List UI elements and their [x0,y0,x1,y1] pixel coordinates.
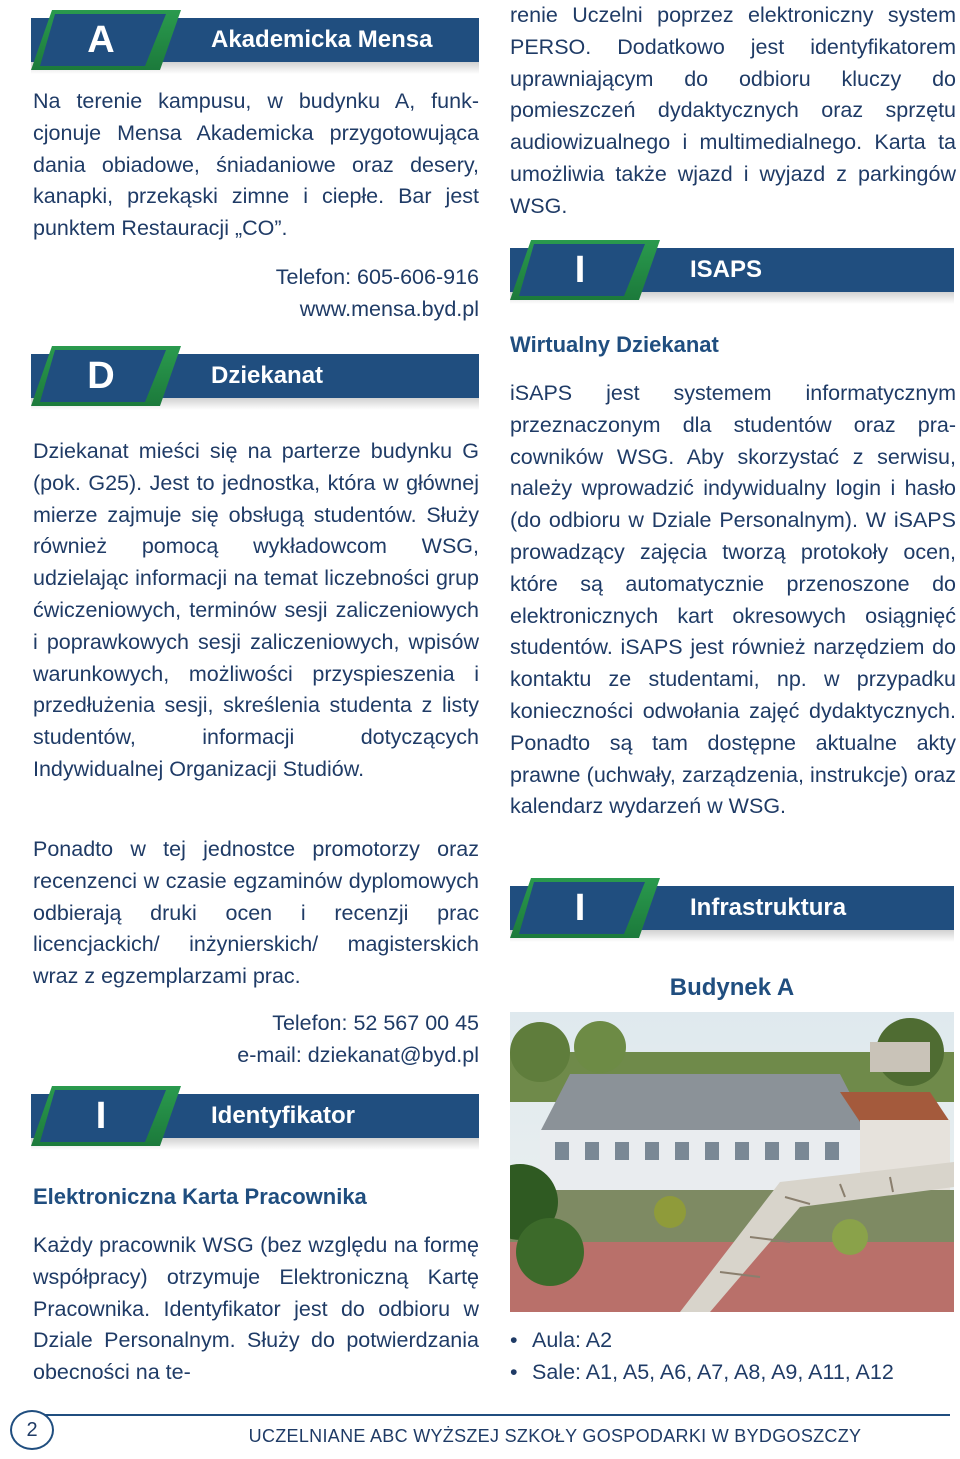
dziekanat-contact [237,1008,479,1072]
page-number: 2 [10,1410,54,1450]
building-photo [510,1012,954,1312]
infra-subheading: Budynek A [669,974,795,1001]
section-letter: I [574,887,586,929]
mensa-contact [276,262,479,326]
section-header-isaps [510,240,954,306]
mensa-phone: Telefon: 605-606-916 [275,265,479,289]
section-title: Identyfikator [211,1102,356,1129]
infra-room-list [510,1324,894,1388]
section-title: Infrastruktura [690,894,847,921]
identyfikator-subheading: Elektroniczna Karta Pracownika [33,1184,367,1209]
dziekanat-description: Dziekanat mieści się na parterze budynku G (pok. G25). Jest to jednostka, która w głównej mierze zajmuje się obsługą studentów. Służy również pomocą wykładowcom WSG, udzielając informacji na temat liczebności grup ćwiczeniowych, terminów sesji zaliczeniowych i poprawkowych sesji zaliczeniowych, wpisów warunkowych, możliwości przyspieszenia i przedłużenia sesji, skreślenia studenta z listy studentów, informacji dotyczących Indywidualnej Organizacji Studiów. [33,439,479,781]
identyfikator-description: Każdy pracownik WSG (bez względu na formę współpracy) otrzymuje Elektroniczną Kartę Pracownika. Identyfikator jest do odbioru w Dziale Personalnym. Służy do potwierdzania obecności na te- [33,1233,479,1385]
identyfikator-description-cont: renie Uczelni poprzez elektroniczny system PERSO. Dodatkowo jest identyfikatorem uprawniającym do odbioru kluczy do pomieszczeń dydaktycznych oraz sprzętu audiowizualnego i multimedialnego. Karta ta umożliwia także wjazd i wyjazd z parkingów WSG. [510,3,956,218]
dziekanat-description-2: Ponadto w tej jednostce promotorzy oraz recenzenci w czasie egzaminów dyplomowych odbierają druki ocen i recenzji prac licencjackich/ inżynierskich/ magisterskich wraz z egzemplarzami prac. [33,837,479,989]
section-header-identyfikator [31,1086,479,1152]
section-letter: A [87,19,115,61]
section-title: ISAPS [690,256,763,283]
section-letter: D [87,355,115,397]
footer-divider [40,1414,950,1416]
footer-text: UCZELNIANE ABC WYŻSZEJ SZKOŁY GOSPODARKI W BYDGOSZCZY [248,1426,862,1446]
section-title: Dziekanat [211,362,324,389]
section-letter: I [574,249,586,291]
mensa-website-link[interactable]: www.mensa.byd.pl [299,296,479,321]
list-item: • Sale: A1, A5, A6, A7, A8, A9, A11, A12 [510,1356,894,1388]
section-header-dziekanat [31,346,479,412]
isaps-description: iSAPS jest systemem informatycznym przeznaczonym dla studentów oraz pracowników WSG. Aby skorzystać z serwisu, należy wprowadzić indywidualny login i hasło (do odbioru w Dziale Personalnym). W iSAPS prowadzący zajęcia tworzą protokoły ocen, które są automatycznie przenoszone do elektronicznych kart okresowych osiągnięć studentów. iSAPS jest również narzędziem do kontaktu ze studentami, np. w przypadku konieczności odwołania zajęć dydaktycznych. Ponadto są tam dostępne aktualne akty prawne (uchwały, zarządzenia, instrukcje) oraz kalendarz wydarzeń w WSG. [510,381,956,819]
dziekanat-email-link[interactable]: e-mail: dziekanat@byd.pl [237,1042,479,1067]
dziekanat-phone: Telefon: 52 567 00 45 [272,1011,479,1035]
section-title: Akademicka Mensa [211,26,433,53]
isaps-subheading: Wirtualny Dziekanat [510,332,719,357]
section-header-mensa [31,10,479,76]
mensa-description: Na terenie kampusu, w budynku A, funkcjonuje Mensa Akademicka przygotowująca dania obiadowe, śniadaniowe oraz desery, kanapki, przekąski zimne i ciepłe. Bar jest punktem Restauracji „CO”. [33,89,479,241]
section-header-infrastruktura [510,878,954,944]
section-letter: I [95,1095,107,1137]
list-item: • Aula: A2 [510,1324,894,1356]
